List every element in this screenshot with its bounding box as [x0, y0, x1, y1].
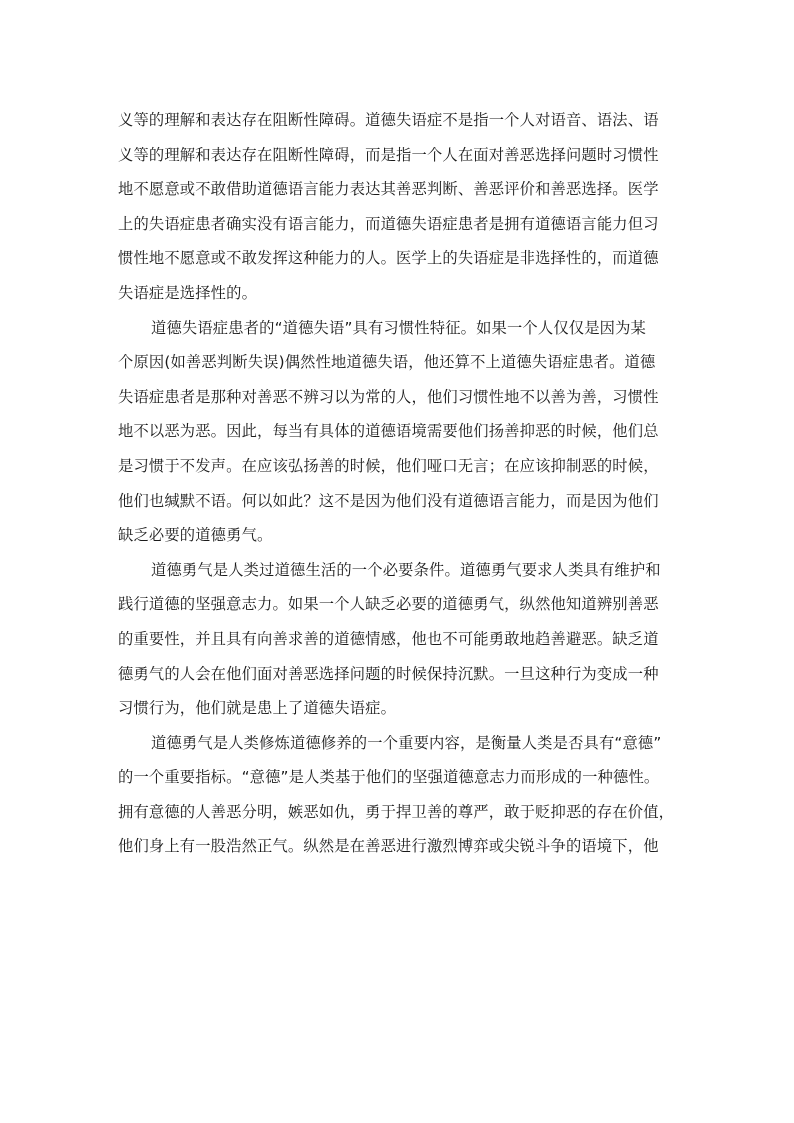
text-line: 义等的理解和表达存在阻断性障碍，而是指一个人在面对善恶选择问题时习惯性 — [118, 145, 659, 164]
text-line: 个原因(如善恶判断失误)偶然性地道德失语，他还算不上道德失语症患者。道德 — [118, 353, 656, 372]
text-line: 失语症患者是那种对善恶不辨习以为常的人，他们习惯性地不以善为善，习惯性 — [118, 387, 659, 406]
text-line: 习惯行为，他们就是患上了道德失语症。 — [118, 699, 397, 718]
text-line: 地不愿意或不敢借助道德语言能力表达其善恶判断、善恶评价和善恶选择。医学 — [118, 180, 659, 199]
text-line: 义等的理解和表达存在阻断性障碍。道德失语症不是指一个人对语音、语法、语 — [118, 111, 659, 129]
text-line: 缺乏必要的道德勇气。 — [118, 526, 273, 545]
text-line: 他们也缄默不语。何以如此？这不是因为他们没有道德语言能力，而是因为他们 — [118, 491, 659, 510]
text-line: 德勇气的人会在他们面对善恶选择问题的时候保持沉默。一旦这种行为变成一种 — [118, 664, 659, 683]
text-line: 他们身上有一股浩然正气。纵然是在善恶进行激烈博弈或尖锐斗争的语境下，他 — [118, 837, 659, 856]
text-line: 拥有意德的人善恶分明，嫉恶如仇，勇于捍卫善的尊严，敢于贬抑恶的存在价值， — [118, 802, 675, 821]
text-line: 的重要性，并且具有向善求善的道德情感，他也不可能勇敢地趋善避恶。缺乏道 — [118, 629, 659, 648]
text-line: 失语症是选择性的。 — [118, 283, 258, 302]
text-line: 惯性地不愿意或不敢发挥这种能力的人。医学上的失语症是非选择性的，而道德 — [118, 249, 659, 268]
body-text — [118, 103, 678, 864]
paragraph-first-line: 道德勇气是人类修炼道德修养的一个重要内容，是衡量人类是否具有“意德” — [151, 733, 662, 752]
text-line: 践行道德的坚强意志力。如果一个人缺乏必要的道德勇气，纵然他知道辨别善恶 — [118, 595, 659, 614]
text-line: 的一个重要指标。“意德”是人类基于他们的坚强道德意志力而形成的一种德性。 — [118, 768, 660, 787]
text-line: 是习惯于不发声。在应该弘扬善的时候，他们哑口无言；在应该抑制恶的时候， — [118, 456, 659, 475]
text-line: 地不以恶为恶。因此，每当有具体的道德语境需要他们扬善抑恶的时候，他们总 — [118, 422, 659, 441]
paragraph-first-line: 道德勇气是人类过道德生活的一个必要条件。道德勇气要求人类具有维护和 — [151, 560, 661, 579]
text-line: 上的失语症患者确实没有语言能力，而道德失语症患者是拥有道德语言能力但习 — [118, 214, 659, 233]
paragraph-first-line: 道德失语症患者的“道德失语”具有习惯性特征。如果一个人仅仅是因为某 — [151, 318, 647, 337]
